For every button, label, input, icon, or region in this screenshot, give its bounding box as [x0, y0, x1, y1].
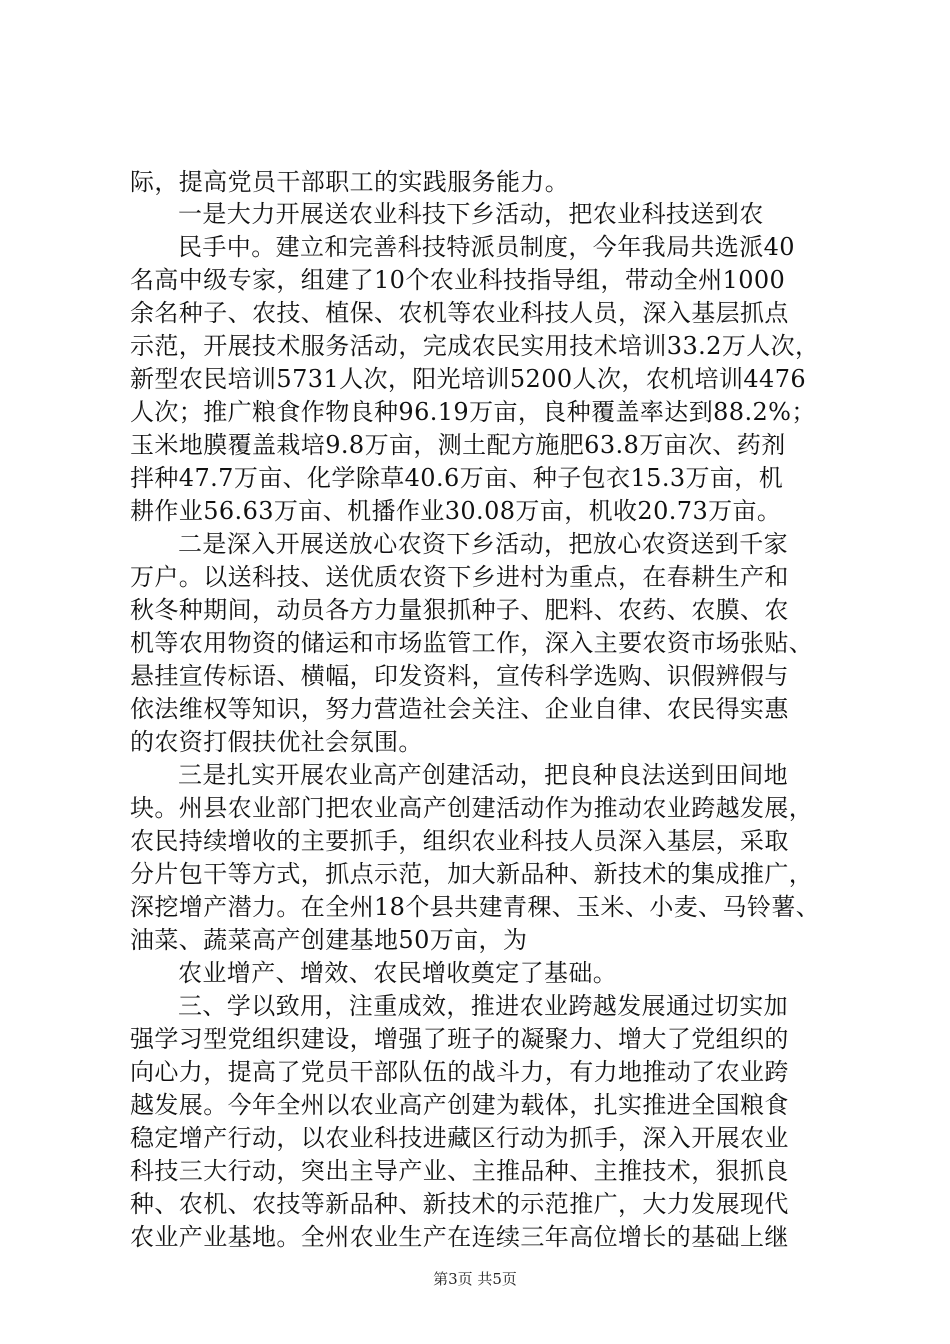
text-line: 一是大力开展送农业科技下乡活动，把农业科技送到农 [178, 200, 764, 228]
text-line: 人次；推广粮食作物良种96.19万亩，良种覆盖率达到88.2%； [130, 398, 816, 426]
text-line: 深挖增产潜力。在全州18个县共建青稞、玉米、小麦、马铃薯、 [130, 893, 821, 921]
text-line: 越发展。今年全州以农业高产创建为载体，扎实推进全国粮食 [130, 1091, 789, 1119]
text-line: 机等农用物资的储运和市场监管工作，深入主要农资市场张贴、 [130, 629, 814, 657]
text-line: 秋冬种期间，动员各方力量狠抓种子、肥料、农药、农膜、农 [130, 596, 789, 624]
text-line: 示范，开展技术服务活动，完成农民实用技术培训33.2万人次， [130, 332, 820, 360]
text-line: 万户。以送科技、送优质农资下乡进村为重点，在春耕生产和 [130, 563, 789, 591]
text-line: 悬挂宣传标语、横幅，印发资料，宣传科学选购、识假辨假与 [130, 662, 789, 690]
text-line: 农民持续增收的主要抓手，组织农业科技人员深入基层，采取 [130, 827, 789, 855]
text-line: 拌种47.7万亩、化学除草40.6万亩、种子包衣15.3万亩，机 [130, 464, 784, 492]
text-line: 依法维权等知识，努力营造社会关注、企业自律、农民得实惠 [130, 695, 789, 723]
text-line: 农业增产、增效、农民增收奠定了基础。 [178, 959, 618, 987]
text-line: 际，提高党员干部职工的实践服务能力。 [130, 168, 570, 196]
page-number: 第3页 共5页 [433, 1270, 517, 1288]
text-line: 农业产业基地。全州农业生产在连续三年高位增长的基础上继 [130, 1223, 789, 1251]
text-line: 的农资打假扶优社会氛围。 [130, 728, 423, 756]
text-line: 新型农民培训5731人次，阳光培训5200人次，农机培训4476 [130, 365, 807, 393]
text-line: 民手中。建立和完善科技特派员制度，今年我局共选派40 [178, 233, 795, 261]
text-line: 向心力，提高了党员干部队伍的战斗力，有力地推动了农业跨 [130, 1058, 789, 1086]
text-line: 种、农机、农技等新品种、新技术的示范推广，大力发展现代 [130, 1190, 789, 1218]
text-line: 玉米地膜覆盖栽培9.8万亩，测土配方施肥63.8万亩次、药剂 [130, 431, 786, 459]
text-line: 分片包干等方式，抓点示范，加大新品种、新技术的集成推广， [130, 860, 814, 888]
text-line: 二是深入开展送放心农资下乡活动，把放心农资送到千家 [178, 530, 788, 558]
text-line: 三是扎实开展农业高产创建活动，把良种良法送到田间地 [178, 761, 788, 789]
text-line: 强学习型党组织建设，增强了班子的凝聚力、增大了党组织的 [130, 1025, 789, 1053]
text-line: 油菜、蔬菜高产创建基地50万亩，为 [130, 926, 528, 954]
text-line: 耕作业56.63万亩、机播作业30.08万亩，机收20.73万亩。 [130, 497, 782, 525]
text-line: 科技三大行动，突出主导产业、主推品种、主推技术，狠抓良 [130, 1157, 789, 1185]
text-line: 稳定增产行动，以农业科技进藏区行动为抓手，深入开展农业 [130, 1124, 789, 1152]
text-line: 余名种子、农技、植保、农机等农业科技人员，深入基层抓点 [130, 299, 789, 327]
text-line: 块。州县农业部门把农业高产创建活动作为推动农业跨越发展， [130, 794, 814, 822]
text-line: 三、学以致用，注重成效，推进农业跨越发展通过切实加 [178, 992, 788, 1020]
text-line: 名高中级专家，组建了10个农业科技指导组，带动全州1000 [130, 266, 786, 294]
